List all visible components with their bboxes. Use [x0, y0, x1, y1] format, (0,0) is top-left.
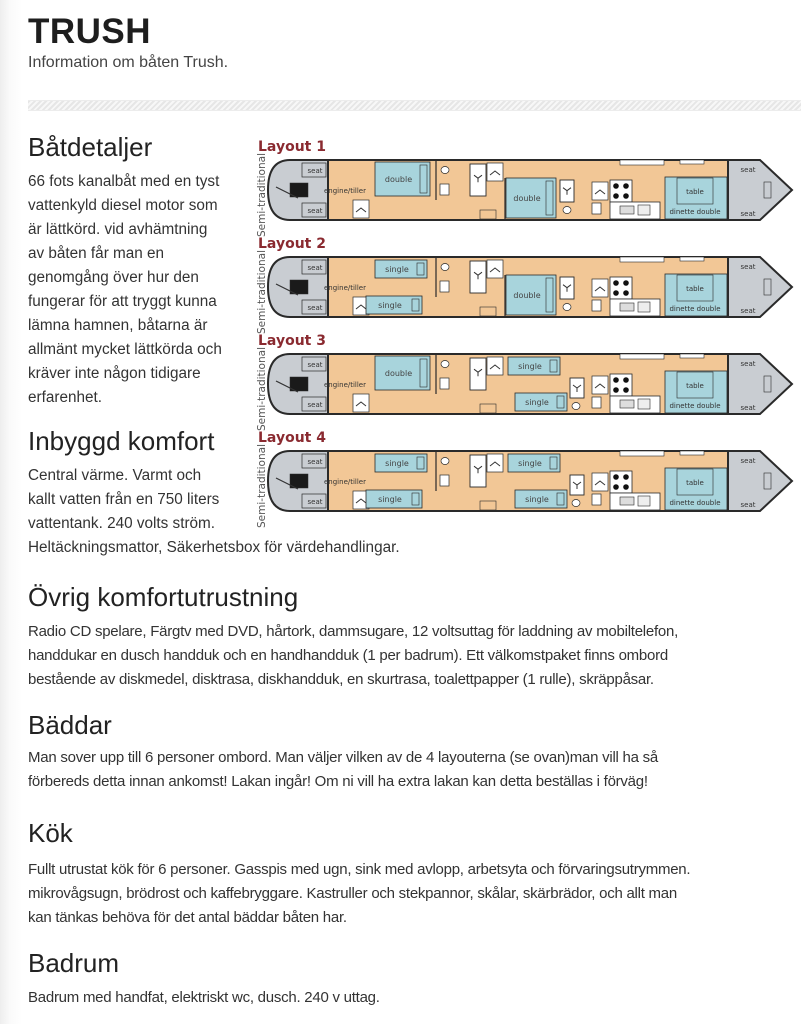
sink-icon — [620, 303, 634, 311]
wardrobe — [592, 279, 608, 297]
text-line: genomgång över hur den — [28, 269, 199, 286]
bed — [515, 393, 567, 411]
text-line: Central värme. Varmt och — [28, 467, 202, 484]
shower — [560, 180, 574, 202]
toilet-icon — [572, 500, 580, 507]
bow-seat-label: seat — [740, 166, 756, 174]
basin-icon — [592, 300, 601, 311]
dinette-label: dinette double — [669, 402, 721, 410]
text-line: av båten får man en — [28, 245, 165, 262]
hob-burner — [623, 183, 629, 189]
galley-counter — [610, 396, 660, 413]
bow-seat-label: seat — [740, 263, 756, 271]
bed-label: single — [378, 301, 402, 310]
bed-pillow — [550, 360, 557, 372]
stern-seat-label: seat — [307, 304, 323, 312]
wardrobe — [487, 357, 503, 375]
bed-pillow — [550, 457, 557, 469]
kitchen-heading: Kök — [28, 818, 73, 848]
bow-deck — [728, 354, 792, 414]
bed-label: double — [513, 194, 541, 203]
bed-pillow — [546, 278, 553, 312]
bow-seat-label: seat — [740, 457, 756, 465]
hob-burner — [613, 290, 619, 296]
bed-label: single — [385, 265, 409, 274]
bed-label: single — [525, 398, 549, 407]
text-line: är lättkörd. vid avhämtning — [28, 221, 208, 238]
page-subtitle: Information om båten Trush. — [28, 54, 229, 71]
hob-burner — [613, 280, 619, 286]
bed — [375, 356, 430, 390]
bed-pillow — [546, 181, 553, 215]
hob-burner — [623, 387, 629, 393]
layout-style-label: Semi-traditional — [256, 444, 268, 528]
sink-icon — [620, 400, 634, 408]
stern-seat-label: seat — [307, 458, 323, 466]
shower — [470, 455, 486, 487]
bed-pillow — [417, 457, 424, 469]
bow-seat-label: seat — [740, 404, 756, 412]
layout-2 — [256, 236, 792, 334]
basin-icon — [440, 475, 449, 486]
bow-seat-label: seat — [740, 360, 756, 368]
layout-style-label: Semi-traditional — [256, 153, 268, 237]
bed-label: single — [378, 495, 402, 504]
hob-burner — [613, 484, 619, 490]
shower — [560, 277, 574, 299]
sink-icon — [620, 497, 634, 505]
text-line: allmänt mycket lättkörda och — [28, 341, 222, 358]
layout-title: Layout 1 — [258, 139, 326, 155]
window — [680, 160, 704, 164]
bathroom-heading: Badrum — [28, 948, 120, 978]
toilet-icon — [441, 458, 449, 465]
hob — [610, 180, 632, 202]
bow-locker — [764, 182, 771, 198]
bathroom-text — [28, 986, 788, 1010]
window — [620, 451, 664, 456]
beds-text — [28, 746, 788, 794]
window — [680, 451, 704, 455]
galley-counter — [610, 202, 660, 219]
sink-icon — [620, 206, 634, 214]
side-hatch-steps — [480, 307, 496, 316]
bed-pillow — [557, 493, 564, 505]
layout-title: Layout 3 — [258, 333, 326, 349]
hob-burner — [613, 387, 619, 393]
basin-icon — [592, 397, 601, 408]
bed-pillow — [420, 165, 427, 193]
bed-label: double — [384, 369, 413, 378]
hob-burner — [613, 377, 619, 383]
dinette-label: dinette double — [669, 305, 721, 313]
text-line: vattentank. 240 volts ström. — [28, 515, 216, 532]
text-line: vattenkyld diesel motor som — [28, 197, 218, 214]
shower — [470, 358, 486, 390]
bow-deck — [728, 160, 792, 220]
stern-seat-label: seat — [307, 264, 323, 272]
wardrobe — [592, 376, 608, 394]
basin-icon — [440, 184, 449, 195]
basin-icon — [440, 378, 449, 389]
layout-3 — [256, 333, 792, 431]
text-line: erfarenhet. — [28, 389, 102, 406]
galley-counter — [610, 299, 660, 316]
bow-deck — [728, 451, 792, 511]
text-line: Badrum med handfat, elektriskt wc, dusch. 240 v uttag. — [28, 989, 380, 1006]
boat-layout-svg — [240, 135, 800, 530]
basin-icon — [592, 203, 601, 214]
bed — [506, 178, 556, 218]
toilet-icon — [441, 361, 449, 368]
text-line: 66 fots kanalbåt med en tyst — [28, 173, 220, 190]
bow-locker — [764, 279, 771, 295]
wardrobe — [592, 473, 608, 491]
text-line: kan tänkas behöva för det antal bäddar båten har. — [28, 909, 347, 926]
bed-pillow — [557, 396, 564, 408]
text-line: Heltäckningsmattor, Säkerhetsbox för värdehandlingar. — [28, 539, 400, 556]
wardrobe — [592, 182, 608, 200]
bow-seat-label: seat — [740, 501, 756, 509]
dinette-label: dinette double — [669, 208, 721, 216]
hob-burner — [623, 484, 629, 490]
hob-burner — [623, 280, 629, 286]
hob-burner — [623, 377, 629, 383]
text-line: kallt vatten från en 750 liters — [28, 491, 220, 508]
drainer-icon — [638, 302, 650, 312]
wardrobe — [487, 454, 503, 472]
toilet-icon — [572, 403, 580, 410]
engine-tiller-label: engine/tiller — [324, 381, 366, 389]
hob — [610, 374, 632, 396]
hob-burner — [613, 193, 619, 199]
text-line: förbereds detta innan ankomst! Lakan ingår! Om ni vill ha extra lakan kan detta beställas i förväg! — [28, 773, 648, 790]
bed-label: double — [513, 291, 541, 300]
engine-tiller-label: engine/tiller — [324, 478, 366, 486]
shower — [470, 164, 486, 196]
bow-deck — [728, 257, 792, 317]
shower — [570, 475, 584, 495]
hob-burner — [613, 183, 619, 189]
bow-locker — [764, 376, 771, 392]
text-line: lämna hamnen, båtarna är — [28, 317, 208, 334]
bow-locker — [764, 473, 771, 489]
bed-label: single — [525, 495, 549, 504]
bed — [508, 357, 560, 375]
boat-details-heading: Båtdetaljer — [28, 132, 153, 162]
bow-seat-label: seat — [740, 307, 756, 315]
text-line: Man sover upp till 6 personer ombord. Man väljer vilken av de 4 layouterna (se ovan)man vill ha så — [28, 749, 658, 766]
bed — [375, 260, 427, 278]
stern-seat-label: seat — [307, 401, 323, 409]
bed-label: double — [384, 175, 413, 184]
layout-style-label: Semi-traditional — [256, 250, 268, 334]
toilet-icon — [563, 207, 571, 214]
comfort-heading: Inbyggd komfort — [28, 426, 215, 456]
drainer-icon — [638, 399, 650, 409]
table-label: table — [686, 188, 704, 196]
window — [620, 160, 664, 165]
text-line: bestående av diskmedel, disktrasa, diskhandduk, en skurtrasa, toalettpapper (1 rulle), skräppåsar. — [28, 671, 654, 688]
bed-label: single — [518, 362, 542, 371]
bed — [515, 490, 567, 508]
wardrobe — [487, 260, 503, 278]
bed — [366, 296, 422, 314]
text-line: Radio CD spelare, Färgtv med DVD, hårtork, dammsugare, 12 voltsuttag för laddning av mobiltelefon, — [28, 623, 678, 640]
beds-heading: Bäddar — [28, 710, 112, 740]
stern-seat-label: seat — [307, 167, 323, 175]
bed — [366, 490, 422, 508]
toilet-icon — [441, 167, 449, 174]
bow-seat-label: seat — [740, 210, 756, 218]
wardrobe — [353, 200, 369, 218]
table-label: table — [686, 479, 704, 487]
layout-1 — [256, 139, 792, 237]
bed-pillow — [412, 493, 419, 505]
bed-pillow — [420, 359, 427, 387]
hatched-divider — [28, 100, 801, 111]
dinette-label: dinette double — [669, 499, 721, 507]
stern-seat-label: seat — [307, 361, 323, 369]
window — [620, 257, 664, 262]
basin-icon — [440, 281, 449, 292]
hob-burner — [623, 290, 629, 296]
hob — [610, 471, 632, 493]
stern-seat-label: seat — [307, 498, 323, 506]
hob-burner — [623, 474, 629, 480]
basin-icon — [592, 494, 601, 505]
side-hatch-steps — [480, 404, 496, 413]
shower — [570, 378, 584, 398]
table-label: table — [686, 382, 704, 390]
boat-details-text — [28, 170, 240, 410]
window — [680, 257, 704, 261]
bed — [508, 454, 560, 472]
text-line: handdukar en dusch handduk och en handhandduk (1 per badrum). Ett välkomstpaket finns ombord — [28, 647, 668, 664]
stern-seat-label: seat — [307, 207, 323, 215]
bed-label: single — [518, 459, 542, 468]
bed — [506, 275, 556, 315]
layout-title: Layout 2 — [258, 236, 326, 252]
layout-style-label: Semi-traditional — [256, 347, 268, 431]
hob-burner — [613, 474, 619, 480]
other-equipment-heading: Övrig komfortutrustning — [28, 582, 299, 612]
side-hatch-steps — [480, 501, 496, 510]
kitchen-text — [28, 858, 788, 930]
toilet-icon — [441, 264, 449, 271]
text-line: Fullt utrustat kök för 6 personer. Gasspis med ugn, sink med avlopp, arbetsyta och förvaringsutrymmen. — [28, 861, 691, 878]
drainer-icon — [638, 205, 650, 215]
bed-pillow — [412, 299, 419, 311]
bed-pillow — [417, 263, 424, 275]
layout-title: Layout 4 — [258, 430, 326, 446]
text-line: mikrovågsugn, brödrost och kaffebryggare. Kastruller och stekpannor, skålar, skärbrädor, och allt man — [28, 885, 677, 902]
wardrobe — [353, 394, 369, 412]
shower — [470, 261, 486, 293]
hob-burner — [623, 193, 629, 199]
table-label: table — [686, 285, 704, 293]
text-line: fungerar för att tryggt kunna — [28, 293, 217, 310]
engine-tiller-label: engine/tiller — [324, 284, 366, 292]
other-equipment-text — [28, 620, 788, 692]
bed-label: single — [385, 459, 409, 468]
window — [620, 354, 664, 359]
drainer-icon — [638, 496, 650, 506]
bed — [375, 454, 427, 472]
window — [680, 354, 704, 358]
side-hatch-steps — [480, 210, 496, 219]
engine-tiller-label: engine/tiller — [324, 187, 366, 195]
layout-4 — [256, 430, 792, 528]
toilet-icon — [563, 304, 571, 311]
bed — [375, 162, 430, 196]
text-line: kräver inte någon tidigare — [28, 365, 201, 382]
page-title: TRUSH — [28, 12, 152, 51]
galley-counter — [610, 493, 660, 510]
boat-layout-diagram — [240, 135, 800, 530]
wardrobe — [487, 163, 503, 181]
hob — [610, 277, 632, 299]
